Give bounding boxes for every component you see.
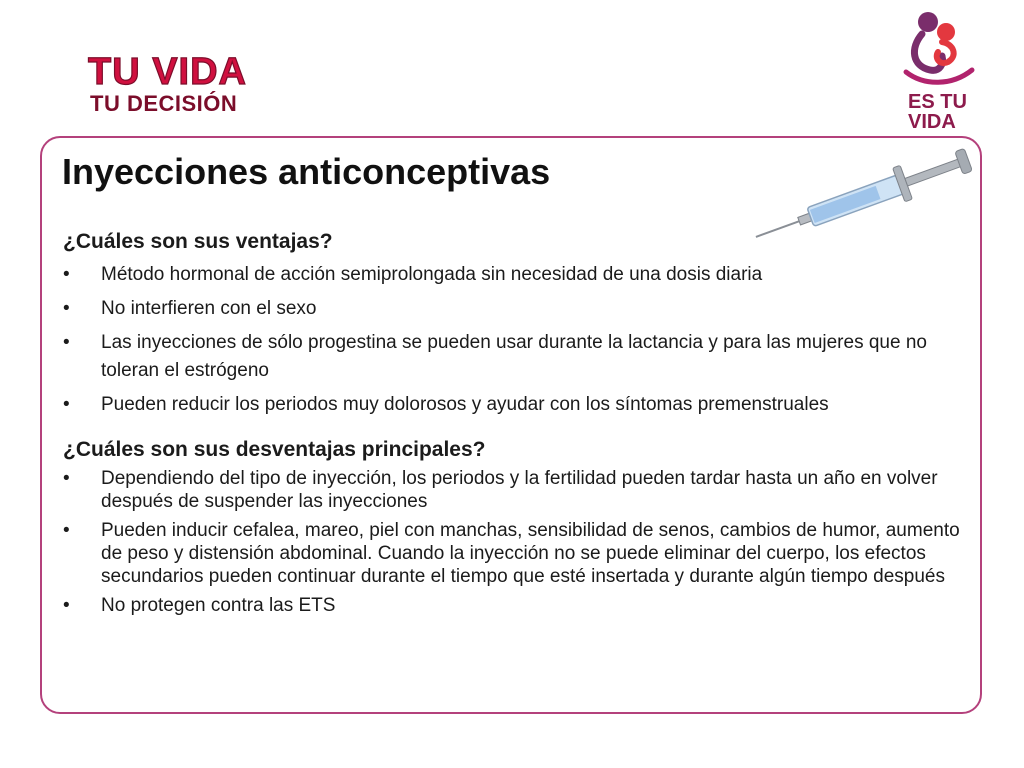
logo-right-line-1: ES TU [908,91,967,113]
tu-vida-tu-decision-logo [88,52,258,122]
list-item: • Las inyecciones de sólo progestina se pueden usar durante la lactancia y para las mujeres que no toleran el estrógeno [63,329,963,385]
list-item: • Método hormonal de acción semiprolongada sin necesidad de una dosis diaria [63,261,963,289]
advantages-list [63,261,963,419]
disadvantages-heading: ¿Cuáles son sus desventajas principales? [63,438,486,461]
slide-body [63,229,963,623]
list-item: • No protegen contra las ETS [63,594,963,617]
heart-figure-icon [900,8,976,92]
disadvantages-list [63,467,963,617]
slide-title: Inyecciones anticonceptivas [62,151,551,192]
advantages-heading: ¿Cuáles son sus ventajas? [63,230,333,253]
syringe-icon [748,148,984,240]
list-item: • No interfieren con el sexo [63,295,963,323]
logo-right-line-2: VIDA [908,111,956,133]
es-tu-vida-logo [898,8,978,132]
logo-line-2: TU DECISIÓN [90,91,238,116]
list-item: • Pueden inducir cefalea, mareo, piel con manchas, sensibilidad de senos, cambios de humor, aumento de peso y distensión abdominal. Cuando la inyección no se puede eliminar del cuerpo, los efectos secundarios pueden continuar durante el tiempo que esté insertada y durante algún tiempo después [63,519,963,588]
list-item: • Dependiendo del tipo de inyección, los periodos y la fertilidad pueden tardar hasta un año en volver después de suspender las inyecciones [63,467,963,513]
logo-line-1: TU VIDA [88,51,247,93]
list-item: • Pueden reducir los periodos muy dolorosos y ayudar con los síntomas premenstruales [63,391,963,419]
